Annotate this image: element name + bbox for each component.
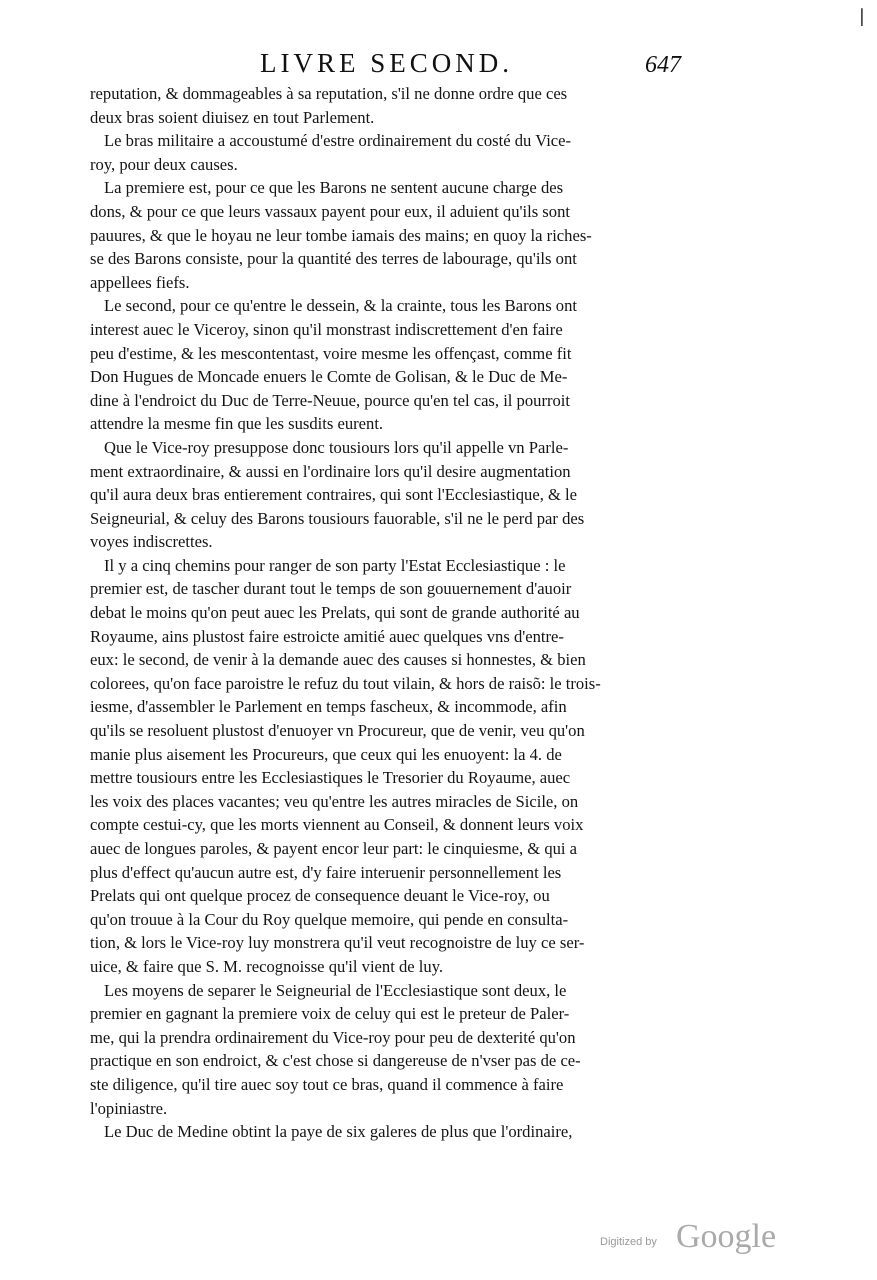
text-line: compte cestui-cy, que les morts viennent au Conseil, & donnent leurs voix: [90, 815, 584, 835]
text-line: roy, pour deux causes.: [90, 154, 238, 174]
text-line: qu'ils se resoluent plustost d'enuoyer vn Procureur, que de venir, veu qu'on: [90, 721, 585, 741]
text-line: attendre la mesme fin que les susdits eurent.: [90, 414, 384, 434]
text-line: Don Hugues de Moncade enuers le Comte de Golisan, & le Duc de Me-: [90, 367, 568, 387]
text-line: mettre tousiours entre les Ecclesiastiques le Tresorier du Royaume, auec: [90, 768, 571, 788]
text-line: plus d'effect qu'aucun autre est, d'y faire interuenir personnellement les: [90, 862, 562, 882]
text-line: eux: le second, de venir à la demande auec des causes si honnestes, & bien: [90, 650, 586, 670]
text-line: tion, & lors le Vice-roy luy monstrera qu'il veut recognoistre de luy ce ser-: [90, 933, 585, 953]
text-line: me, qui la prendra ordinairement du Vice-roy pour peu de dexterité qu'on: [90, 1027, 576, 1047]
text-line: les voix des places vacantes; veu qu'entre les autres miracles de Sicile, on: [90, 791, 579, 811]
running-title: LIVRE SECOND.: [260, 48, 513, 78]
text-line: Que le Vice-roy presuppose donc tousiours lors qu'il appelle vn Parle-: [104, 437, 569, 457]
text-line: debat le moins qu'on peut auec les Prelats, qui sont de grande authorité au: [90, 603, 580, 623]
text-body: [90, 82, 716, 1144]
text-line: voyes indiscrettes.: [90, 532, 213, 552]
text-line: appellees fiefs.: [90, 272, 190, 292]
text-line: practique en son endroict, & c'est chose si dangereuse de n'vser pas de ce-: [90, 1051, 581, 1071]
text-line: deux bras soient diuisez en tout Parlement.: [90, 107, 375, 127]
text-line: reputation, & dommageables à sa reputation, s'il ne donne ordre que ces: [90, 84, 568, 103]
text-line: ment extraordinaire, & aussi en l'ordinaire lors qu'il desire augmentation: [90, 461, 571, 481]
text-line: interest auec le Viceroy, sinon qu'il monstrast indiscrettement d'en faire: [90, 319, 563, 339]
watermark-logo: Google: [676, 1218, 777, 1255]
text-line: l'opiniastre.: [90, 1098, 168, 1118]
text-line: peu d'estime, & les mescontentast, voire mesme les offençast, comme fit: [90, 343, 572, 363]
text-line: qu'il aura deux bras entierement contraires, qui sont l'Ecclesiastique, & le: [90, 485, 578, 505]
text-line: Le second, pour ce qu'entre le dessein, & la crainte, tous les Barons ont: [104, 296, 578, 316]
text-line: dons, & pour ce que leurs vassaux payent pour eux, il aduient qu'ils sont: [90, 201, 570, 221]
text-line: ste diligence, qu'il tire auec soy tout ce bras, quand il commence à faire: [90, 1074, 564, 1094]
text-line: uice, & faire que S. M. recognoisse qu'il vient de luy.: [90, 956, 444, 976]
watermark-label: Digitized by: [600, 1236, 657, 1248]
text-line: Le Duc de Medine obtint la paye de six galeres de plus que l'ordinaire,: [104, 1122, 573, 1142]
text-line: iesme, d'assembler le Parlement en temps fascheux, & incommode, afin: [90, 697, 567, 717]
text-line: manie plus aisement les Procureurs, que ceux qui les enuoyent: la 4. de: [90, 744, 562, 764]
page-number: 647: [645, 52, 681, 78]
text-line: dine à l'endroict du Duc de Terre-Neuue, pource qu'en tel cas, il pourroit: [90, 390, 571, 410]
text-line: auec de longues paroles, & payent encor leur part: le cinquiesme, & qui a: [90, 839, 578, 858]
page-edge-mark: |: [858, 6, 865, 27]
text-line: La premiere est, pour ce que les Barons ne sentent aucune charge des: [104, 178, 564, 198]
text-line: Le bras militaire a accoustumé d'estre ordinairement du costé du Vice-: [104, 131, 572, 151]
text-line: premier est, de tascher durant tout le temps de son gouuernement d'auoir: [90, 579, 572, 599]
text-line: Il y a cinq chemins pour ranger de son party l'Estat Ecclesiastique : le: [104, 555, 566, 575]
text-line: Royaume, ains plustost faire estroicte amitié auec quelques vns d'entre-: [90, 626, 564, 646]
text-line: Les moyens de separer le Seigneurial de l'Ecclesiastique sont deux, le: [104, 980, 567, 1000]
text-line: colorees, qu'on face paroistre le refuz du tout vilain, & hors de raisõ: le trois-: [90, 673, 601, 693]
text-line: pauures, & que le hoyau ne leur tombe iamais des mains; en quoy la riches-: [90, 225, 592, 245]
text-line: Seigneurial, & celuy des Barons tousiours fauorable, s'il ne le perd par des: [90, 508, 585, 528]
text-line: se des Barons consiste, pour la quantité des terres de labourage, qu'ils ont: [90, 249, 577, 269]
text-line: qu'on trouue à la Cour du Roy quelque memoire, qui pende en consulta-: [90, 909, 569, 929]
digitized-watermark: [600, 1218, 800, 1258]
text-line: premier en gagnant la premiere voix de celuy qui est le preteur de Paler-: [90, 1004, 570, 1024]
page-header: [90, 48, 740, 84]
text-line: Prelats qui ont quelque procez de consequence deuant le Vice-roy, ou: [90, 886, 550, 906]
